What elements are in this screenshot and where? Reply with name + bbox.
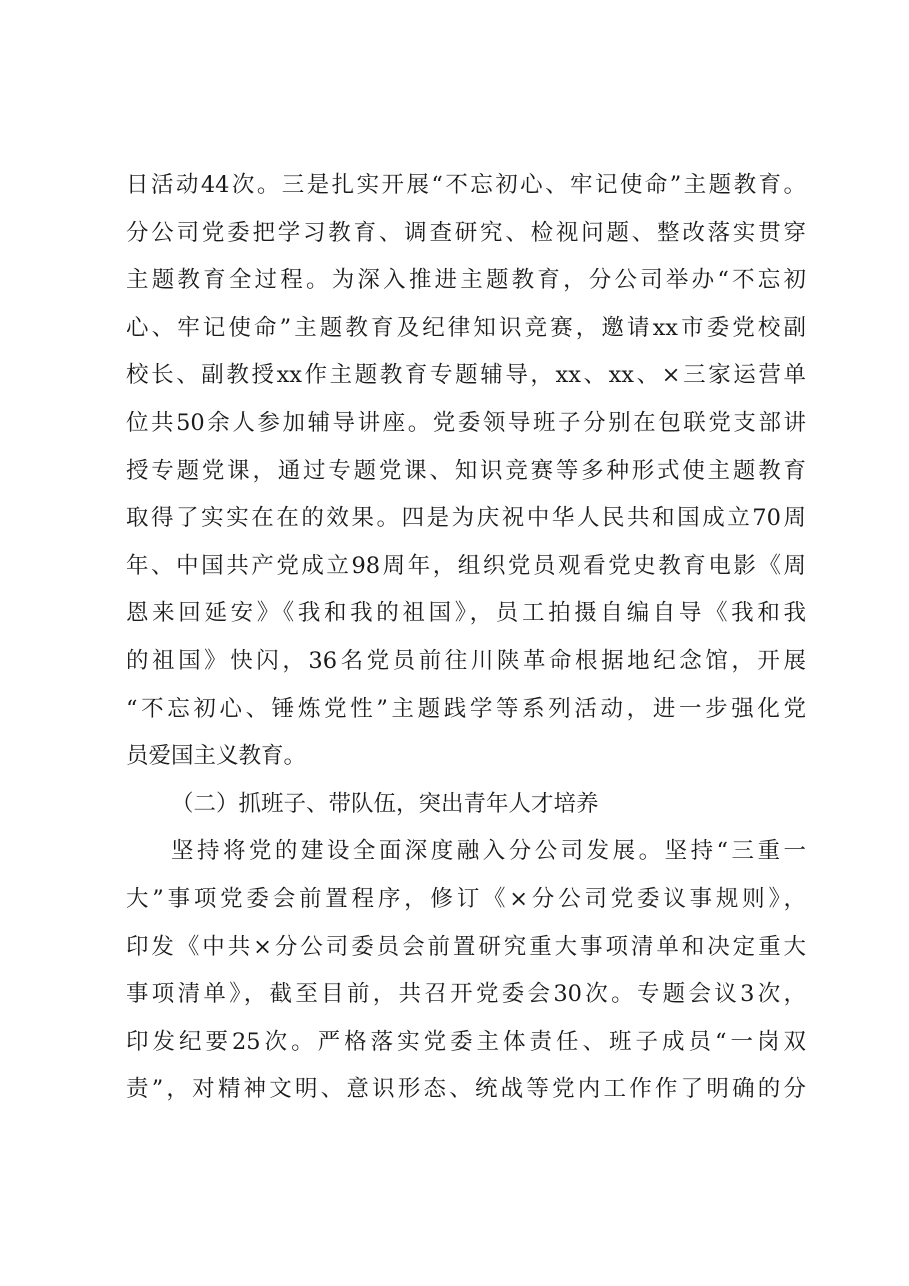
document-body bbox=[126, 162, 806, 1114]
paragraph-line: 恩来回延安》《我和我的祖国》，员工拍摄自编自导《我和我 bbox=[126, 600, 806, 627]
paragraph-first-line: 坚持将党的建设全面深度融入分公司发展。坚持“三重一 bbox=[171, 838, 806, 865]
paragraph-line: 心、牢记使命”主题教育及纪律知识竞赛，邀请xx市委党校副 bbox=[126, 314, 806, 341]
paragraph-line: “不忘初心、锤炼党性”主题践学等系列活动，进一步强化党 bbox=[126, 695, 806, 722]
paragraph-line: 事项清单》，截至目前，共召开党委会30次。专题会议3次， bbox=[126, 981, 806, 1008]
paragraph-line: 取得了实实在在的效果。四是为庆祝中华人民共和国成立70周 bbox=[126, 505, 806, 532]
paragraph-line: 年、中国共产党成立98周年，组织党员观看党史教育电影《周 bbox=[126, 552, 806, 579]
paragraph-line: 印发《中共×分公司委员会前置研究重大事项清单和决定重大 bbox=[126, 933, 806, 960]
paragraph-line: 位共50余人参加辅导讲座。党委领导班子分别在包联党支部讲 bbox=[126, 409, 806, 436]
section-heading: （二）抓班子、带队伍，突出青年人才培养 bbox=[171, 790, 599, 817]
paragraph-line: 校长、副教授xx作主题教育专题辅导，xx、xx、×三家运营单 bbox=[126, 362, 806, 389]
paragraph-line: 责”，对精神文明、意识形态、统战等党内工作作了明确的分 bbox=[126, 1076, 806, 1103]
paragraph-line: 的祖国》快闪，36名党员前往川陕革命根据地纪念馆，开展 bbox=[126, 647, 806, 674]
paragraph-line: 日活动44次。三是扎实开展“不忘初心、牢记使命”主题教育。 bbox=[126, 172, 806, 198]
paragraph-line: 印发纪要25次。严格落实党委主体责任、班子成员“一岗双 bbox=[126, 1028, 806, 1055]
paragraph-line: 大”事项党委会前置程序，修订《×分公司党委议事规则》， bbox=[126, 885, 806, 912]
paragraph-line-last: 员爱国主义教育。 bbox=[126, 743, 307, 770]
paragraph-line: 分公司党委把学习教育、调查研究、检视问题、整改落实贯穿 bbox=[126, 219, 806, 246]
paragraph-line: 主题教育全过程。为深入推进主题教育，分公司举办“不忘初 bbox=[126, 267, 806, 294]
paragraph-line: 授专题党课，通过专题党课、知识竞赛等多种形式使主题教育 bbox=[126, 457, 806, 484]
